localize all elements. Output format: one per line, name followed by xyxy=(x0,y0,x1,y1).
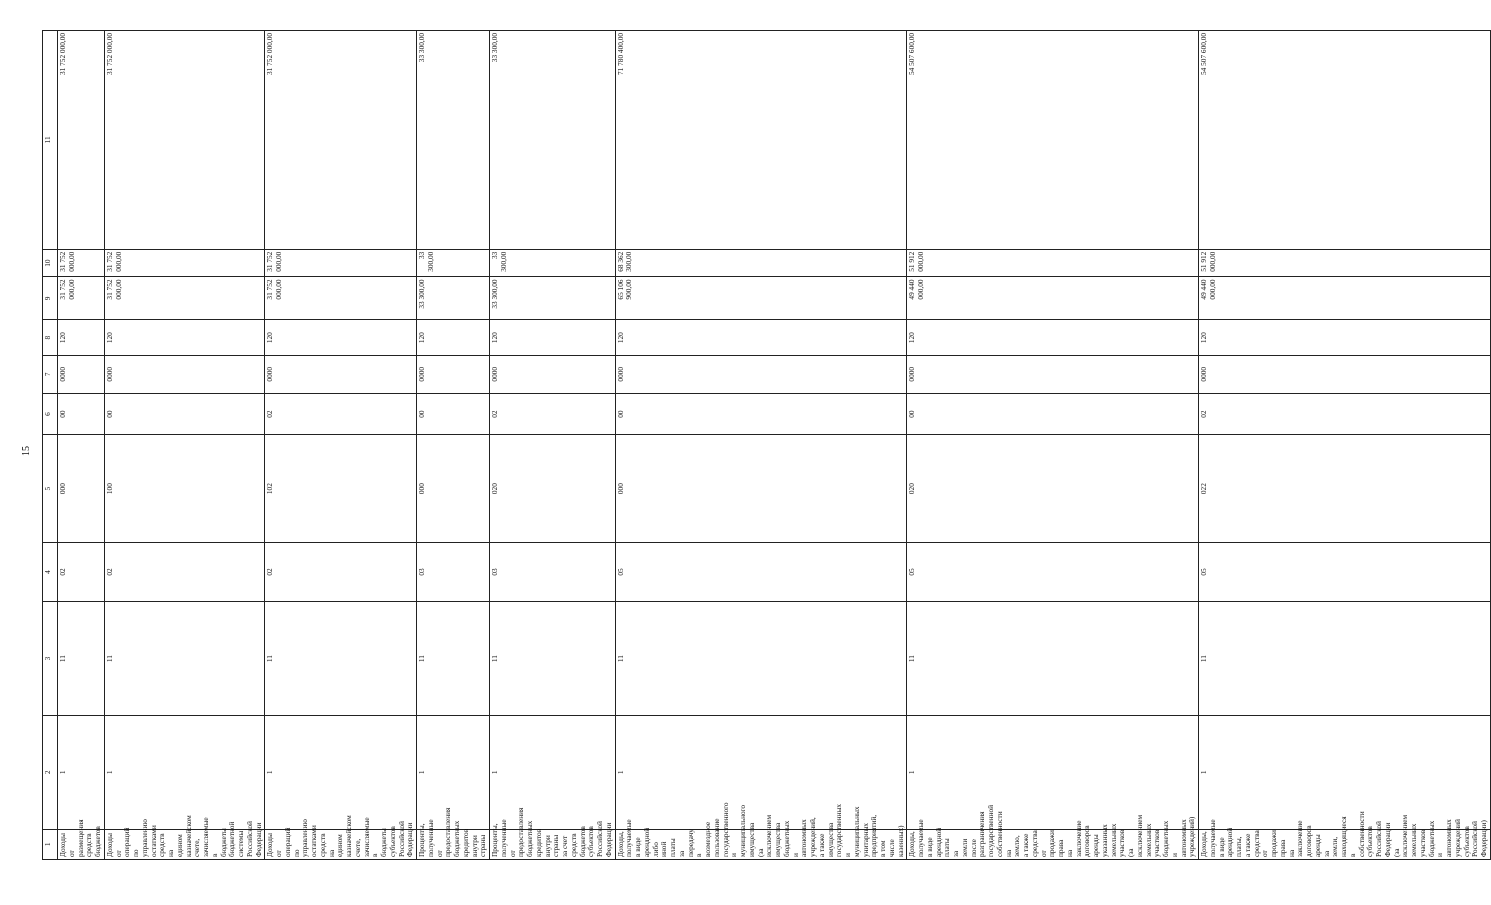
table-cell: 31 752 000,00 xyxy=(58,277,105,320)
table-cell: 49 440 000,00 xyxy=(907,277,1199,320)
table-cell: 000 xyxy=(417,435,490,542)
table-cell: 33 300,00 xyxy=(490,249,616,277)
table-cell: 11 xyxy=(58,602,105,716)
table-cell: 1 xyxy=(615,715,907,829)
table-row xyxy=(265,31,417,860)
table-cell: 0000 xyxy=(104,355,265,393)
table-cell: 022 xyxy=(1199,435,1491,542)
table-cell: 0000 xyxy=(490,355,616,393)
table-cell: 000 xyxy=(615,435,907,542)
header-cell: 4 xyxy=(43,542,58,601)
header-cell: 5 xyxy=(43,435,58,542)
row-description: Доходы от размещения средств бюджетов xyxy=(58,829,105,859)
table-cell: 03 xyxy=(417,542,490,601)
row-description: Доходы, получаемые в виде арендной либо иной платы за передачу в возмездное пользование государственного и муниципального имущества (за исключением имущества бюджетных и автономных учреждений, а также имущества государственных и муниципальных унитарных предприятий, в том числе казенных) xyxy=(615,829,907,859)
header-row xyxy=(43,31,58,860)
table-cell: 05 xyxy=(615,542,907,601)
table-cell: 05 xyxy=(907,542,1199,601)
table-cell: 1 xyxy=(907,715,1199,829)
table-cell: 33 300,00 xyxy=(490,277,616,320)
table-cell: 68 362 300,00 xyxy=(615,249,907,277)
table-cell: 0000 xyxy=(907,355,1199,393)
table-cell: 51 912 000,00 xyxy=(907,249,1199,277)
row-description: Проценты, полученные от предоставления бюджетных кредитов внутри страны xyxy=(417,829,490,859)
table-cell: 102 xyxy=(265,435,417,542)
table-cell: 120 xyxy=(104,320,265,355)
header-cell: 6 xyxy=(43,393,58,435)
table-cell: 00 xyxy=(58,393,105,435)
table-cell: 03 xyxy=(490,542,616,601)
table-cell: 02 xyxy=(1199,393,1491,435)
table-cell: 02 xyxy=(265,542,417,601)
table-cell: 120 xyxy=(417,320,490,355)
table-cell: 0000 xyxy=(1199,355,1491,393)
row-description: Доходы, получаемые в виде арендной платы, а также средства от продажи права на заключение договоров аренды за земли, находящиеся в собственности субъектов Российской Федерации (за исключением земельных участков бюджетных и автономных учреждений субъектов Российской Федерации) xyxy=(1199,829,1491,859)
table-cell: 33 300,00 xyxy=(417,277,490,320)
page-number: 15 xyxy=(21,446,32,456)
table-row xyxy=(58,31,105,860)
header-cell: 2 xyxy=(43,715,58,829)
table-cell: 1 xyxy=(104,715,265,829)
table-cell: 11 xyxy=(907,602,1199,716)
table-cell: 020 xyxy=(490,435,616,542)
table-cell: 31 752 000,00 xyxy=(265,31,417,250)
table-cell: 31 752 000,00 xyxy=(265,249,417,277)
table-cell: 000 xyxy=(58,435,105,542)
table-cell: 1 xyxy=(265,715,417,829)
table-cell: 33 300,00 xyxy=(417,31,490,250)
table-cell: 31 752 000,00 xyxy=(265,277,417,320)
header-cell: 11 xyxy=(43,31,58,250)
table-cell: 120 xyxy=(265,320,417,355)
table-cell: 120 xyxy=(1199,320,1491,355)
table-cell: 02 xyxy=(58,542,105,601)
table-row xyxy=(490,31,616,860)
header-cell: 3 xyxy=(43,602,58,716)
table-cell: 33 300,00 xyxy=(417,249,490,277)
table-cell: 51 912 000,00 xyxy=(1199,249,1491,277)
table-cell: 120 xyxy=(58,320,105,355)
table-cell: 0000 xyxy=(417,355,490,393)
table-cell: 71 780 400,00 xyxy=(615,31,907,250)
table-cell: 31 752 000,00 xyxy=(58,249,105,277)
header-cell: 1 xyxy=(43,829,58,859)
table-cell: 02 xyxy=(490,393,616,435)
table-cell: 1 xyxy=(1199,715,1491,829)
table-cell: 00 xyxy=(907,393,1199,435)
table-cell: 00 xyxy=(104,393,265,435)
table-row xyxy=(1199,31,1491,860)
table-cell: 00 xyxy=(615,393,907,435)
row-description: Доходы, получаемые в виде арендной платы за земли после разграничения государственной собственности на землю, а также средства от продажи права на заключение договоров аренды указанных земельных участков (за исключением земельных участков бюджетных и автономных учреждений) xyxy=(907,829,1199,859)
header-cell: 10 xyxy=(43,249,58,277)
table-cell: 31 752 000,00 xyxy=(58,31,105,250)
table-row xyxy=(615,31,907,860)
table-cell: 0000 xyxy=(265,355,417,393)
table-cell: 49 440 000,00 xyxy=(1199,277,1491,320)
table-row xyxy=(417,31,490,860)
table-cell: 54 507 600,00 xyxy=(907,31,1199,250)
table-cell: 65 106 900,00 xyxy=(615,277,907,320)
row-description: Доходы от операций по управлению остатками средств на едином казначейском счете, зачисляемые в бюджеты бюджетной системы Российской Федерации xyxy=(104,829,265,859)
table-cell: 02 xyxy=(104,542,265,601)
header-cell: 7 xyxy=(43,355,58,393)
table-cell: 120 xyxy=(615,320,907,355)
table-cell: 05 xyxy=(1199,542,1491,601)
table-cell: 1 xyxy=(58,715,105,829)
table-row xyxy=(104,31,265,860)
table-cell: 120 xyxy=(490,320,616,355)
table-cell: 0000 xyxy=(58,355,105,393)
row-description: Проценты, полученные от предоставления бюджетных кредитов внутри страны за счет средств бюджетов субъектов Российской Федерации xyxy=(490,829,616,859)
table-cell: 54 507 600,00 xyxy=(1199,31,1491,250)
table-cell: 11 xyxy=(490,602,616,716)
budget-income-table xyxy=(42,30,1491,860)
table-cell: 1 xyxy=(417,715,490,829)
table-cell: 02 xyxy=(265,393,417,435)
table-cell: 100 xyxy=(104,435,265,542)
table-cell: 31 752 000,00 xyxy=(104,277,265,320)
table-cell: 1 xyxy=(490,715,616,829)
table-cell: 120 xyxy=(907,320,1199,355)
table-cell: 11 xyxy=(417,602,490,716)
table-cell: 11 xyxy=(265,602,417,716)
table-cell: 00 xyxy=(417,393,490,435)
header-cell: 8 xyxy=(43,320,58,355)
table-cell: 31 752 000,00 xyxy=(104,249,265,277)
table-cell: 0000 xyxy=(615,355,907,393)
table-row xyxy=(907,31,1199,860)
table-cell: 11 xyxy=(615,602,907,716)
table-cell: 31 752 000,00 xyxy=(104,31,265,250)
header-cell: 9 xyxy=(43,277,58,320)
row-description: Доходы от операций по управлению остатками средств на едином казначейском счете, зачисляемые в бюджеты субъектов Российской Федерации xyxy=(265,829,417,859)
rotated-table-container xyxy=(42,30,1488,860)
table-cell: 11 xyxy=(1199,602,1491,716)
table-cell: 020 xyxy=(907,435,1199,542)
table-cell: 33 300,00 xyxy=(490,31,616,250)
table-cell: 11 xyxy=(104,602,265,716)
